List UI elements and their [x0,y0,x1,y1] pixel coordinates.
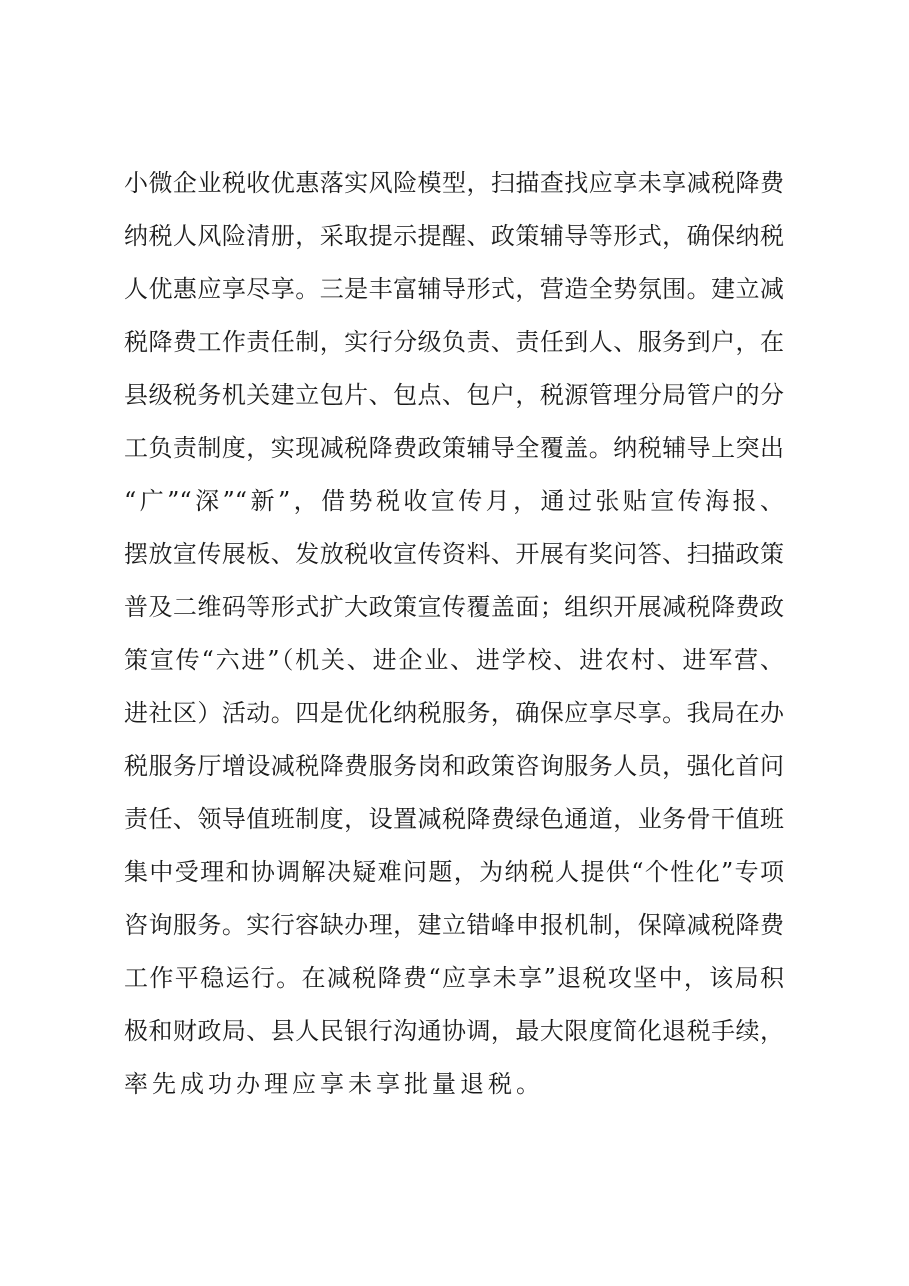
text-line: 工负责制度，实现减税降费政策辅导全覆盖。纳税辅导上突出 [124,434,784,462]
text-line: “广”“深”“新”，借势税收宣传月，通过张贴宣传海报、 [124,487,784,515]
text-line: 税降费工作责任制，实行分级负责、责任到人、服务到户，在 [124,328,784,356]
body-paragraph [124,157,784,1111]
text-line: 集中受理和协调解决疑难问题，为纳税人提供“个性化”专项 [124,858,784,886]
text-line: 摆放宣传展板、发放税收宣传资料、开展有奖问答、扫描政策 [124,540,784,568]
text-line: 税服务厅增设减税降费服务岗和政策咨询服务人员，强化首问 [124,752,784,780]
text-line: 县级税务机关建立包片、包点、包户，税源管理分局管户的分 [124,381,784,409]
text-line: 咨询服务。实行容缺办理，建立错峰申报机制，保障减税降费 [124,911,784,939]
text-line: 策宣传“六进”（机关、进企业、进学校、进农村、进军营、 [124,646,784,674]
text-line: 工作平稳运行。在减税降费“应享未享”退税攻坚中，该局积 [124,964,784,992]
text-line: 人优惠应享尽享。三是丰富辅导形式，营造全势氛围。建立减 [124,275,784,303]
text-line: 小微企业税收优惠落实风险模型，扫描查找应享未享减税降费 [124,169,784,197]
text-line: 进社区）活动。四是优化纳税服务，确保应享尽享。我局在办 [124,699,784,727]
text-line-last: 率先成功办理应享未享批量退税。 [124,1070,544,1098]
text-line: 极和财政局、县人民银行沟通协调，最大限度简化退税手续， [124,1017,784,1045]
text-line: 普及二维码等形式扩大政策宣传覆盖面；组织开展减税降费政 [124,593,784,621]
text-line: 责任、领导值班制度，设置减税降费绿色通道，业务骨干值班 [124,805,784,833]
text-line: 纳税人风险清册，采取提示提醒、政策辅导等形式，确保纳税 [124,222,784,250]
